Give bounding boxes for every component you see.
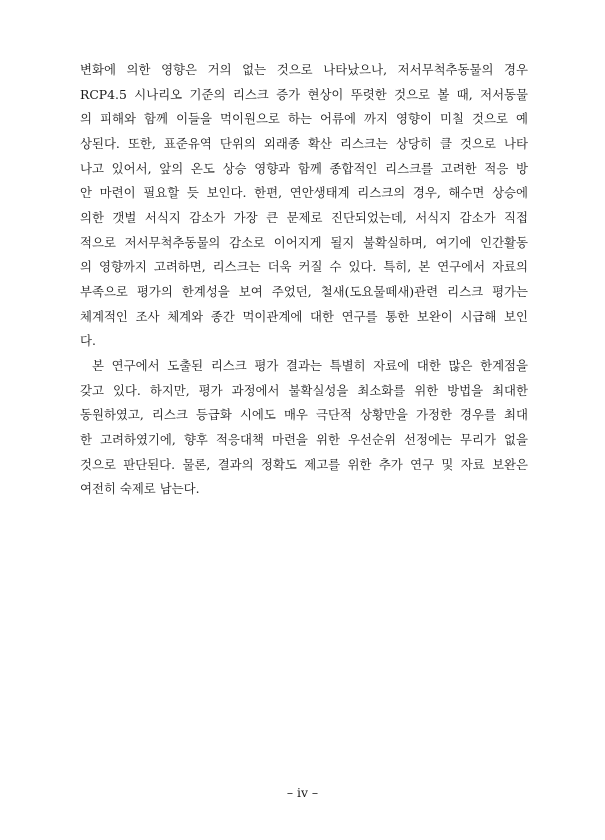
paragraph-2-line-5: 것으로 판단된다. 물론, 결과의 정확도 제고를 위한 추가 연구 및 자료 보완은 <box>80 457 528 472</box>
paragraph-1-line-2: RCP4.5 시나리오 기준의 리스크 증가 현상이 뚜렷한 것으로 볼 때, 저서동물 <box>80 87 528 102</box>
paragraph-1-line-1: 변화에 의한 영향은 거의 없는 것으로 나타났으나, 저서무척추동물의 경우 <box>80 62 528 77</box>
paragraph-1-line-7: 의한 갯벌 서식지 감소가 가장 큰 문제로 진단되었는데, 서식지 감소가 직접 <box>80 210 528 225</box>
paragraph-1-line-5: 나고 있어서, 앞의 온도 상승 영향과 함께 종합적인 리스크를 고려한 적응 방 <box>80 161 528 176</box>
paragraph-1-line-11: 체계적인 조사 체계와 종간 먹이관계에 대한 연구를 통한 보완이 시급해 보인 <box>80 309 528 324</box>
paragraph-1-line-4: 상된다. 또한, 표준유역 단위의 외래종 확산 리스크는 상당히 클 것으로 나타 <box>80 136 528 151</box>
paragraph-2-line-4: 한 고려하였기에, 향후 적응대책 마련을 위한 우선순위 선정에는 무리가 없을 <box>80 432 528 447</box>
paragraph-1-line-6: 안 마련이 필요할 듯 보인다. 한편, 연안생태계 리스크의 경우, 해수면 상승에 <box>80 185 528 200</box>
paragraph-1-line-3: 의 피해와 함께 이들을 먹이원으로 하는 어류에 까지 영향이 미칠 것으로 예 <box>80 111 528 126</box>
paragraph-1-line-12: 다. <box>80 333 96 348</box>
paragraph-2-line-2: 갖고 있다. 하지만, 평가 과정에서 불확실성을 최소화를 위한 방법을 최대한 <box>80 383 528 398</box>
paragraph-2-line-6: 여전히 숙제로 남는다. <box>80 481 200 496</box>
paragraph-2-line-1: 본 연구에서 도출된 리스크 평가 결과는 특별히 자료에 대한 많은 한계점을 <box>92 358 528 373</box>
page-number: – iv – <box>286 785 319 800</box>
paragraph-1-line-9: 의 영향까지 고려하면, 리스크는 더욱 커질 수 있다. 특히, 본 연구에서 자료의 <box>80 259 528 274</box>
paragraph-2-line-3: 동원하였고, 리스크 등급화 시에도 매우 극단적 상황만을 가정한 경우를 최대 <box>80 407 528 422</box>
paragraph-1-line-8: 적으로 저서무척추동물의 감소로 이어지게 될지 불확실하며, 여기에 인간활동 <box>80 235 528 250</box>
paragraph-1-line-10: 부족으로 평가의 한계성을 보여 주었던, 철새(도요물떼새)관련 리스크 평가는 <box>80 284 528 299</box>
